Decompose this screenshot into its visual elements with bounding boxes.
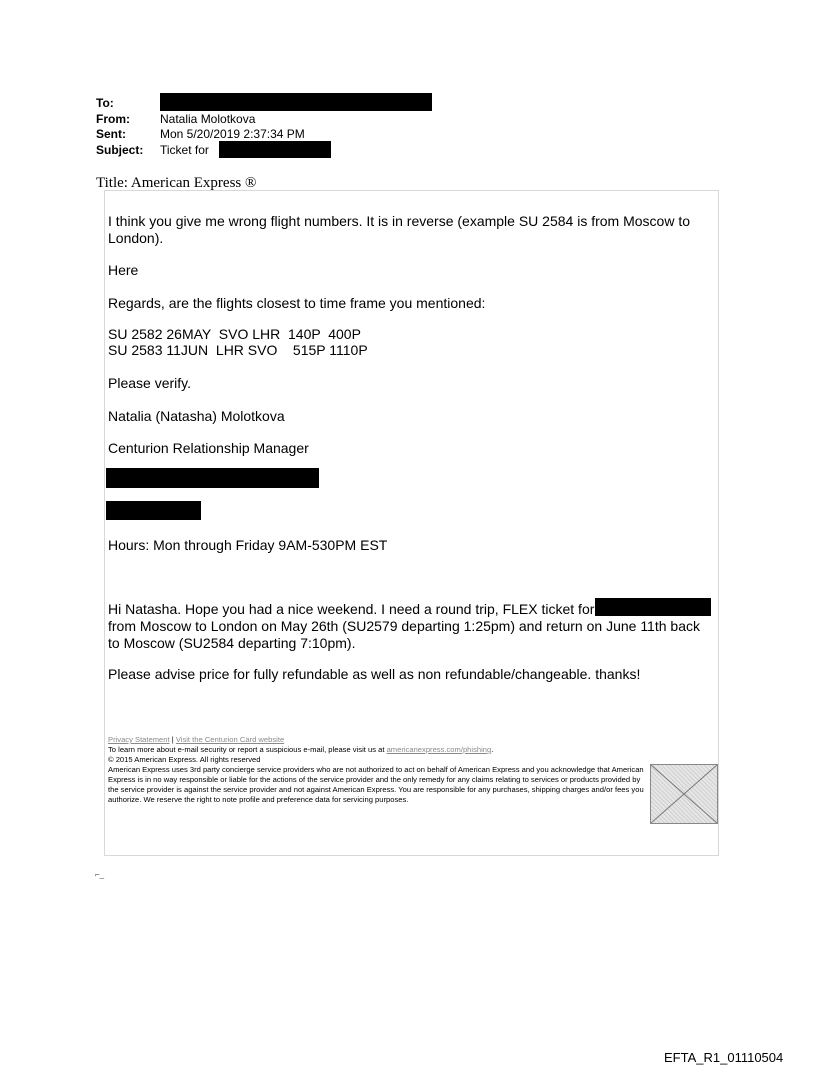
quoted-paragraph-1b: from Moscow to London on May 26th (SU2579 departing 1:25pm) and return on June 11th back to Moscow (SU2584 departing 7:10pm). <box>108 618 700 651</box>
footer-links <box>108 735 284 745</box>
broken-image-icon <box>650 764 718 824</box>
message-paragraph-3: Regards, are the flights closest to time frame you mentioned: <box>108 295 486 311</box>
document-id: EFTA_R1_01110504 <box>664 1050 784 1065</box>
message-paragraph-1: I think you give me wrong flight numbers. It is in reverse (example SU 2584 is from Moscow to London). <box>108 213 691 246</box>
redaction-quoted <box>595 598 711 616</box>
centurion-website-link[interactable]: Visit the Centurion Card website <box>175 735 285 744</box>
redaction-to <box>160 93 432 111</box>
quoted-paragraph-1a: Hi Natasha. Hope you had a nice weekend. I need a round trip, FLEX ticket for <box>108 601 595 617</box>
sent-value: Mon 5/20/2019 2:37:34 PM <box>160 127 305 141</box>
privacy-statement-link[interactable]: Privacy Statement <box>108 735 170 744</box>
security-text: To learn more about e-mail security or report a suspicious e-mail, please visit us at <box>108 745 387 754</box>
subject-value: Ticket for <box>160 143 209 157</box>
redaction-signature-2 <box>106 501 201 520</box>
email-title: Title: American Express ® <box>96 175 257 191</box>
message-paragraph-2: Here <box>108 262 139 278</box>
signature-title: Centurion Relationship Manager <box>108 440 309 456</box>
from-label: From: <box>96 112 130 126</box>
signature-name: Natalia (Natasha) Molotkova <box>108 408 285 424</box>
sent-label: Sent: <box>96 127 126 141</box>
footer-disclaimer: American Express uses 3rd party concierge service providers who are not authorized to act on behalf of American Express and you acknowledge that American Express is in no way responsible or liable for the actions of the service provider and the only remedy for any claims relating to services or products provided by the service provider is against the service provider and not against American Express. You are responsible for any purchases, shipping charges and/or fees you authorize. We reserve the right to note profile and preference data for servicing purposes. <box>108 765 644 804</box>
security-end: . <box>491 745 494 754</box>
redaction-subject <box>219 141 331 158</box>
subject-label: Subject: <box>96 143 144 157</box>
from-value: Natalia Molotkova <box>160 112 256 126</box>
hours-text: Hours: Mon through Friday 9AM-530PM EST <box>108 537 388 553</box>
flight-line-1: SU 2582 26MAY SVO LHR 140P 400P <box>108 326 361 342</box>
to-label: To: <box>96 96 114 110</box>
quoted-paragraph-2: Please advise price for fully refundable as well as non refundable/changeable. thanks! <box>108 666 641 682</box>
page-fragment-mark: ⌐_ <box>95 870 105 879</box>
footer-copyright: © 2015 American Express. All rights reserved <box>108 755 261 764</box>
message-paragraph-4: Please verify. <box>108 375 191 391</box>
flight-line-2: SU 2583 11JUN LHR SVO 515P 1110P <box>108 342 368 358</box>
footer-separator: | <box>169 735 176 744</box>
phishing-link[interactable]: americanexpress.com/phishing <box>386 745 492 754</box>
footer-security <box>108 745 648 755</box>
image-placeholder-cross <box>651 765 717 823</box>
redaction-signature-1 <box>106 468 319 488</box>
